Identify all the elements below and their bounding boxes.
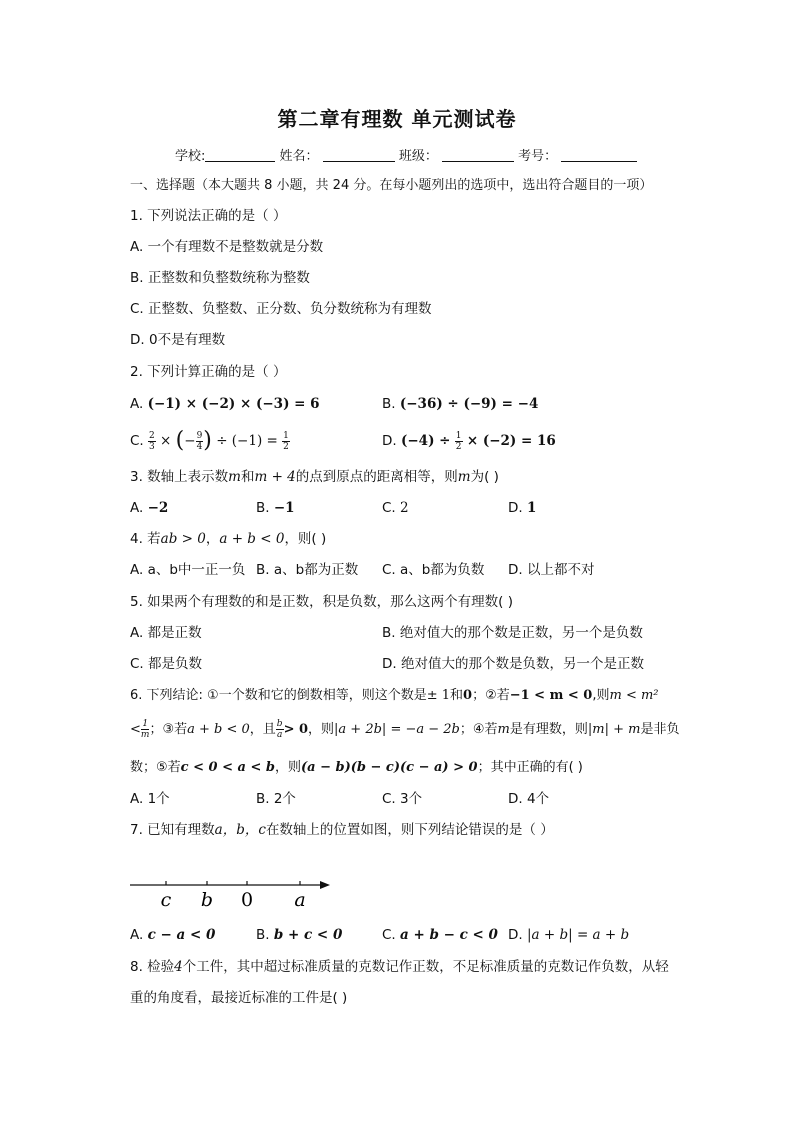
q7-option-c[interactable]: C. a + b − c < 0: [382, 927, 498, 943]
q6-stem-line2: < $\frac{1}{m}$ ；③若a + b < 0，且 $\frac{b}{a}$ > 0，则|a + 2b| = −a − 2b；④若m是有理数，则|m| + m是非负: [130, 719, 680, 740]
q6-stem-line1: 6. 下列结论: ①一个数和它的倒数相等，则这个数是± 1和0；②若−1 < m < 0,则m < m²: [130, 688, 659, 703]
q3-stem: 3. 数轴上表示数m和m + 4的点到原点的距离相等，则m为( ): [130, 469, 499, 485]
section-heading: 一、选择题（本大题共 8 小题，共 24 分。在每小题列出的选项中，选出符合题目的一项）: [130, 178, 653, 193]
label-zero: 0: [240, 889, 254, 911]
q6-option-b[interactable]: B. 2个: [256, 791, 296, 807]
q3-option-c[interactable]: C. 2: [382, 500, 409, 516]
q2-option-d[interactable]: D. (−4) ÷ $\frac{1}{2}$ × (−2) = 16: [382, 430, 556, 452]
q7-option-d[interactable]: D. |a + b| = a + b: [508, 927, 630, 943]
q2-c-frac1: $\frac{2}{3}$: [149, 430, 155, 452]
q1-option-b[interactable]: B. 正整数和负整数统称为整数: [130, 270, 310, 286]
q3-option-a[interactable]: A. −2: [130, 500, 169, 516]
number-line-arrow: [320, 881, 330, 889]
q4-stem: 4. 若ab > 0，a + b < 0，则( ): [130, 531, 327, 547]
q5-option-d[interactable]: D. 绝对值大的那个数是负数，另一个是正数: [382, 656, 644, 672]
q7-stem: 7. 已知有理数a，b，c在数轴上的位置如图，则下列结论错误的是（ ）: [130, 822, 554, 838]
q1-option-c[interactable]: C. 正整数、负整数、正分数、负分数统称为有理数: [130, 301, 432, 317]
q3-option-d[interactable]: D. 1: [508, 500, 537, 516]
label-a: a: [294, 889, 306, 911]
q1-option-a[interactable]: A. 一个有理数不是整数就是分数: [130, 239, 324, 255]
q5-option-b[interactable]: B. 绝对值大的那个数是正数，另一个是负数: [382, 625, 643, 641]
q2-c-label: C.: [130, 433, 144, 449]
q6-option-a[interactable]: A. 1个: [130, 791, 170, 807]
q7-option-b[interactable]: B. b + c < 0: [256, 927, 343, 943]
q1-stem: 1. 下列说法正确的是（ ）: [130, 208, 287, 224]
q2-a-label: A.: [130, 396, 144, 412]
q4-option-b[interactable]: B. a、b都为正数: [256, 562, 359, 578]
q7-option-a[interactable]: A. c − a < 0: [130, 927, 216, 943]
q6-option-d[interactable]: D. 4个: [508, 791, 550, 807]
student-info-row: [175, 145, 637, 164]
q2-b-expr: (−36) ÷ (−9) = −4: [399, 396, 539, 412]
class-label: 班级：: [398, 149, 438, 164]
q4-option-a[interactable]: A. a、b中一正一负: [130, 562, 246, 578]
page-title: 第二章有理数 单元测试卷: [277, 107, 517, 131]
q2-b-label: B.: [382, 396, 396, 412]
q1-option-d[interactable]: D. 0不是有理数: [130, 332, 226, 348]
q2-option-c[interactable]: C. $\frac{2}{3}$ × (− $\frac{9}{4}$ ) ÷ (−1) = $\frac{1}{2}$: [130, 428, 289, 453]
q2-option-b[interactable]: [382, 395, 538, 413]
name-field[interactable]: [323, 147, 395, 162]
q3-option-b[interactable]: B. −1: [256, 500, 295, 516]
number-line-figure: [128, 872, 338, 914]
q5-option-a[interactable]: A. 都是正数: [130, 625, 202, 641]
q2-c-frac3: $\frac{1}{2}$: [283, 430, 289, 452]
q2-option-a[interactable]: [130, 395, 320, 413]
name-label: 姓名：: [279, 149, 319, 164]
q2-c-frac2: $\frac{9}{4}$: [196, 430, 203, 452]
number-label: 考号：: [518, 149, 558, 164]
q2-d-label: D.: [382, 433, 397, 449]
class-field[interactable]: [442, 147, 514, 162]
q8-stem-line2: 重的角度看，最接近标准的工件是( ): [130, 990, 348, 1006]
q2-a-expr: (−1) × (−2) × (−3) = 6: [147, 396, 320, 412]
q4-option-c[interactable]: C. a、b都为负数: [382, 562, 485, 578]
q6-option-c[interactable]: C. 3个: [382, 791, 423, 807]
q2-d-frac: $\frac{1}{2}$: [455, 430, 462, 452]
q5-option-c[interactable]: C. 都是负数: [130, 656, 203, 672]
q5-stem: 5. 如果两个有理数的和是正数，积是负数，那么这两个有理数( ): [130, 594, 513, 610]
q4-option-d[interactable]: D. 以上都不对: [508, 562, 595, 578]
number-field[interactable]: [561, 147, 637, 162]
q8-stem-line1: 8. 检验4个工件，其中超过标准质量的克数记作正数，不足标准质量的克数记作负数，从轻: [130, 959, 669, 975]
q6-stem-line3: 数；⑤若c < 0 < a < b，则(a − b)(b − c)(c − a) > 0；其中正确的有( ): [130, 760, 583, 775]
label-c: c: [160, 889, 172, 911]
school-field[interactable]: [205, 147, 275, 162]
q2-stem: 2. 下列计算正确的是（ ）: [130, 364, 287, 380]
school-label: 学校:: [175, 149, 206, 164]
label-b: b: [200, 889, 214, 911]
